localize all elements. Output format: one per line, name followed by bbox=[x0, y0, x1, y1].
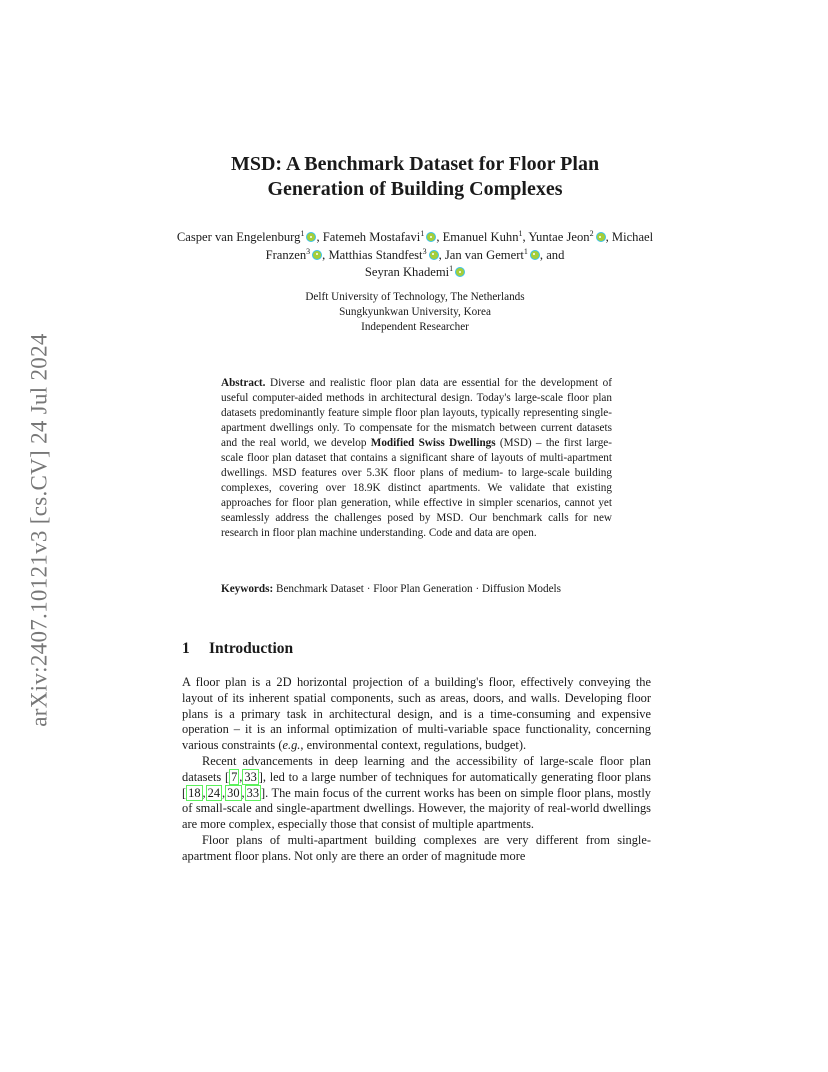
orcid-icon[interactable] bbox=[530, 250, 540, 260]
author-affiliation: 1 bbox=[420, 228, 425, 238]
orcid-icon[interactable] bbox=[306, 232, 316, 242]
author-affiliation: 3 bbox=[306, 246, 311, 256]
orcid-icon[interactable] bbox=[312, 250, 322, 260]
abstract-text: Diverse and realistic floor plan data are essential for the development of useful computer-aided methods in architectural design. Today's large-scale floor plan datasets predominantly feature simple floor plan layouts, typically representing single-apartment dwellings only. To compensate for the mismatch between current datasets and the real world, we develop bbox=[221, 377, 612, 449]
author-name: Matthias Standfest bbox=[328, 247, 423, 262]
paragraph-text: , environmental context, regulations, budget). bbox=[300, 738, 527, 753]
arxiv-stamp-text: arXiv:2407.10121v3 [cs.CV] 24 Jul 2024 bbox=[27, 333, 52, 727]
citation-link[interactable]: 18 bbox=[188, 785, 201, 800]
author-affiliation: 2 bbox=[589, 228, 594, 238]
keywords bbox=[221, 582, 612, 597]
author-list: Casper van Engelenburg$^1$ , Fatemeh Mostafavi$^1$ , Emanuel Kuhn$^1$, Yuntae Jeon$^2$ , Michael Franzen$^3$ , Matthias Standfest$^3$ , Jan van Gemert$^1$ , and Seyran Khademi$^1$ bbox=[176, 228, 654, 279]
abstract bbox=[221, 376, 612, 541]
citation-link[interactable]: 30 bbox=[227, 785, 240, 800]
title-line-2: Generation of Building Complexes bbox=[267, 178, 563, 200]
affiliation: Independent Researcher bbox=[361, 321, 469, 333]
arxiv-stamp bbox=[22, 295, 58, 765]
body-text bbox=[182, 675, 651, 865]
keywords-label: Keywords: bbox=[221, 583, 274, 595]
citation-link[interactable]: 7 bbox=[231, 769, 238, 784]
abbreviation: e.g. bbox=[282, 738, 301, 753]
author-name: Casper van Engelenburg bbox=[176, 230, 301, 244]
author-affiliation: 1 bbox=[449, 263, 454, 273]
affiliation: Sungkyunkwan University, Korea bbox=[339, 306, 491, 318]
affiliation: Delft University of Technology, The Netherlands bbox=[305, 291, 525, 303]
title-line-1: MSD: A Benchmark Dataset for Floor Plan bbox=[230, 153, 600, 175]
author-name: Seyran Khademi bbox=[364, 265, 450, 279]
paragraph: Floor plans of multi-apartment building complexes are very different from single-apartment floor plans. Not only are there an order of magnitude more bbox=[182, 832, 651, 863]
section-title: Introduction bbox=[209, 640, 294, 657]
section-heading bbox=[182, 640, 293, 658]
author-conjunction: and bbox=[546, 247, 565, 262]
citation-link[interactable]: 33 bbox=[244, 769, 257, 784]
author-affiliation: 1 bbox=[523, 246, 528, 256]
abstract-text: (MSD) – the first large-scale floor plan dataset that contains a significant share of layouts of multi-apartment dwellings. MSD features over 5.3K floor plans of medium- to large-scale building complexes, covering over 18.9K distinct apartments. We validate that existing approaches for floor plan generation, while effective in simpler scenarios, cannot yet seamlessly address the challenges posed by MSD. Our benchmark calls for new research in floor plan machine understanding. Code and data are open. bbox=[221, 437, 612, 539]
paragraph-text: Recent advancements in deep learning and the accessibility of large-scale floor plan datasets bbox=[182, 753, 651, 784]
orcid-icon[interactable] bbox=[455, 267, 465, 277]
citation-link[interactable]: 24 bbox=[207, 785, 221, 800]
section-number: 1 bbox=[182, 640, 190, 657]
keywords-text: Benchmark Dataset · Floor Plan Generation · Diffusion Models bbox=[276, 583, 562, 595]
citation-link[interactable]: 33 bbox=[246, 785, 260, 800]
paragraph-text: , led to a large number of techniques for automatically generating floor plans bbox=[262, 769, 651, 784]
author-affiliation: 3 bbox=[422, 246, 427, 256]
dataset-name: Modified Swiss Dwellings bbox=[370, 437, 496, 449]
paragraph-text: . The main focus of the current works has been on simple floor plans, mostly of small-scale and single-apartment dwellings. However, the majority of real-world dwellings are more complex, especially those that consist of multiple apartments. bbox=[182, 785, 651, 832]
affiliation-list bbox=[200, 290, 630, 335]
author-name: Fatemeh Mostafavi bbox=[322, 230, 421, 244]
author-affiliation: 1 bbox=[300, 228, 305, 238]
author-name: Michael Franzen bbox=[265, 230, 654, 262]
paragraph-text: A floor plan is a 2D horizontal projection of a building's floor, effectively conveying the layout of its inherent spatial components, such as areas, doors, and walls. Developing floor plans is a primary task in architectural design, and is a time-consuming and expensive operation – it is an informal optimization of multi-variable space functionality, concerning various constraints ( bbox=[182, 675, 651, 753]
author-name: Yuntae Jeon bbox=[528, 230, 590, 244]
paragraph bbox=[182, 675, 651, 754]
paragraph: Recent advancements in deep learning and the accessibility of large-scale floor plan datasets [ 7 , 33 ], led to a large number of techniques for automatically generating floor plans [ 18 , 24 , 30 , 33 ]. The main focus of the current works has been on simple floor plans, mostly of small-scale and single-apartment dwellings. However, the majority of real-world dwellings are more complex, especially those that consist of multiple apartments. bbox=[182, 753, 651, 832]
orcid-icon[interactable] bbox=[426, 232, 436, 242]
orcid-icon[interactable] bbox=[596, 232, 606, 242]
author-name: Jan van Gemert bbox=[444, 247, 524, 262]
paper-title bbox=[150, 152, 680, 202]
abstract-label: Abstract. bbox=[221, 377, 266, 389]
author-name: Emanuel Kuhn bbox=[442, 230, 519, 244]
orcid-icon[interactable] bbox=[429, 250, 439, 260]
author-affiliation: 1 bbox=[518, 228, 523, 238]
